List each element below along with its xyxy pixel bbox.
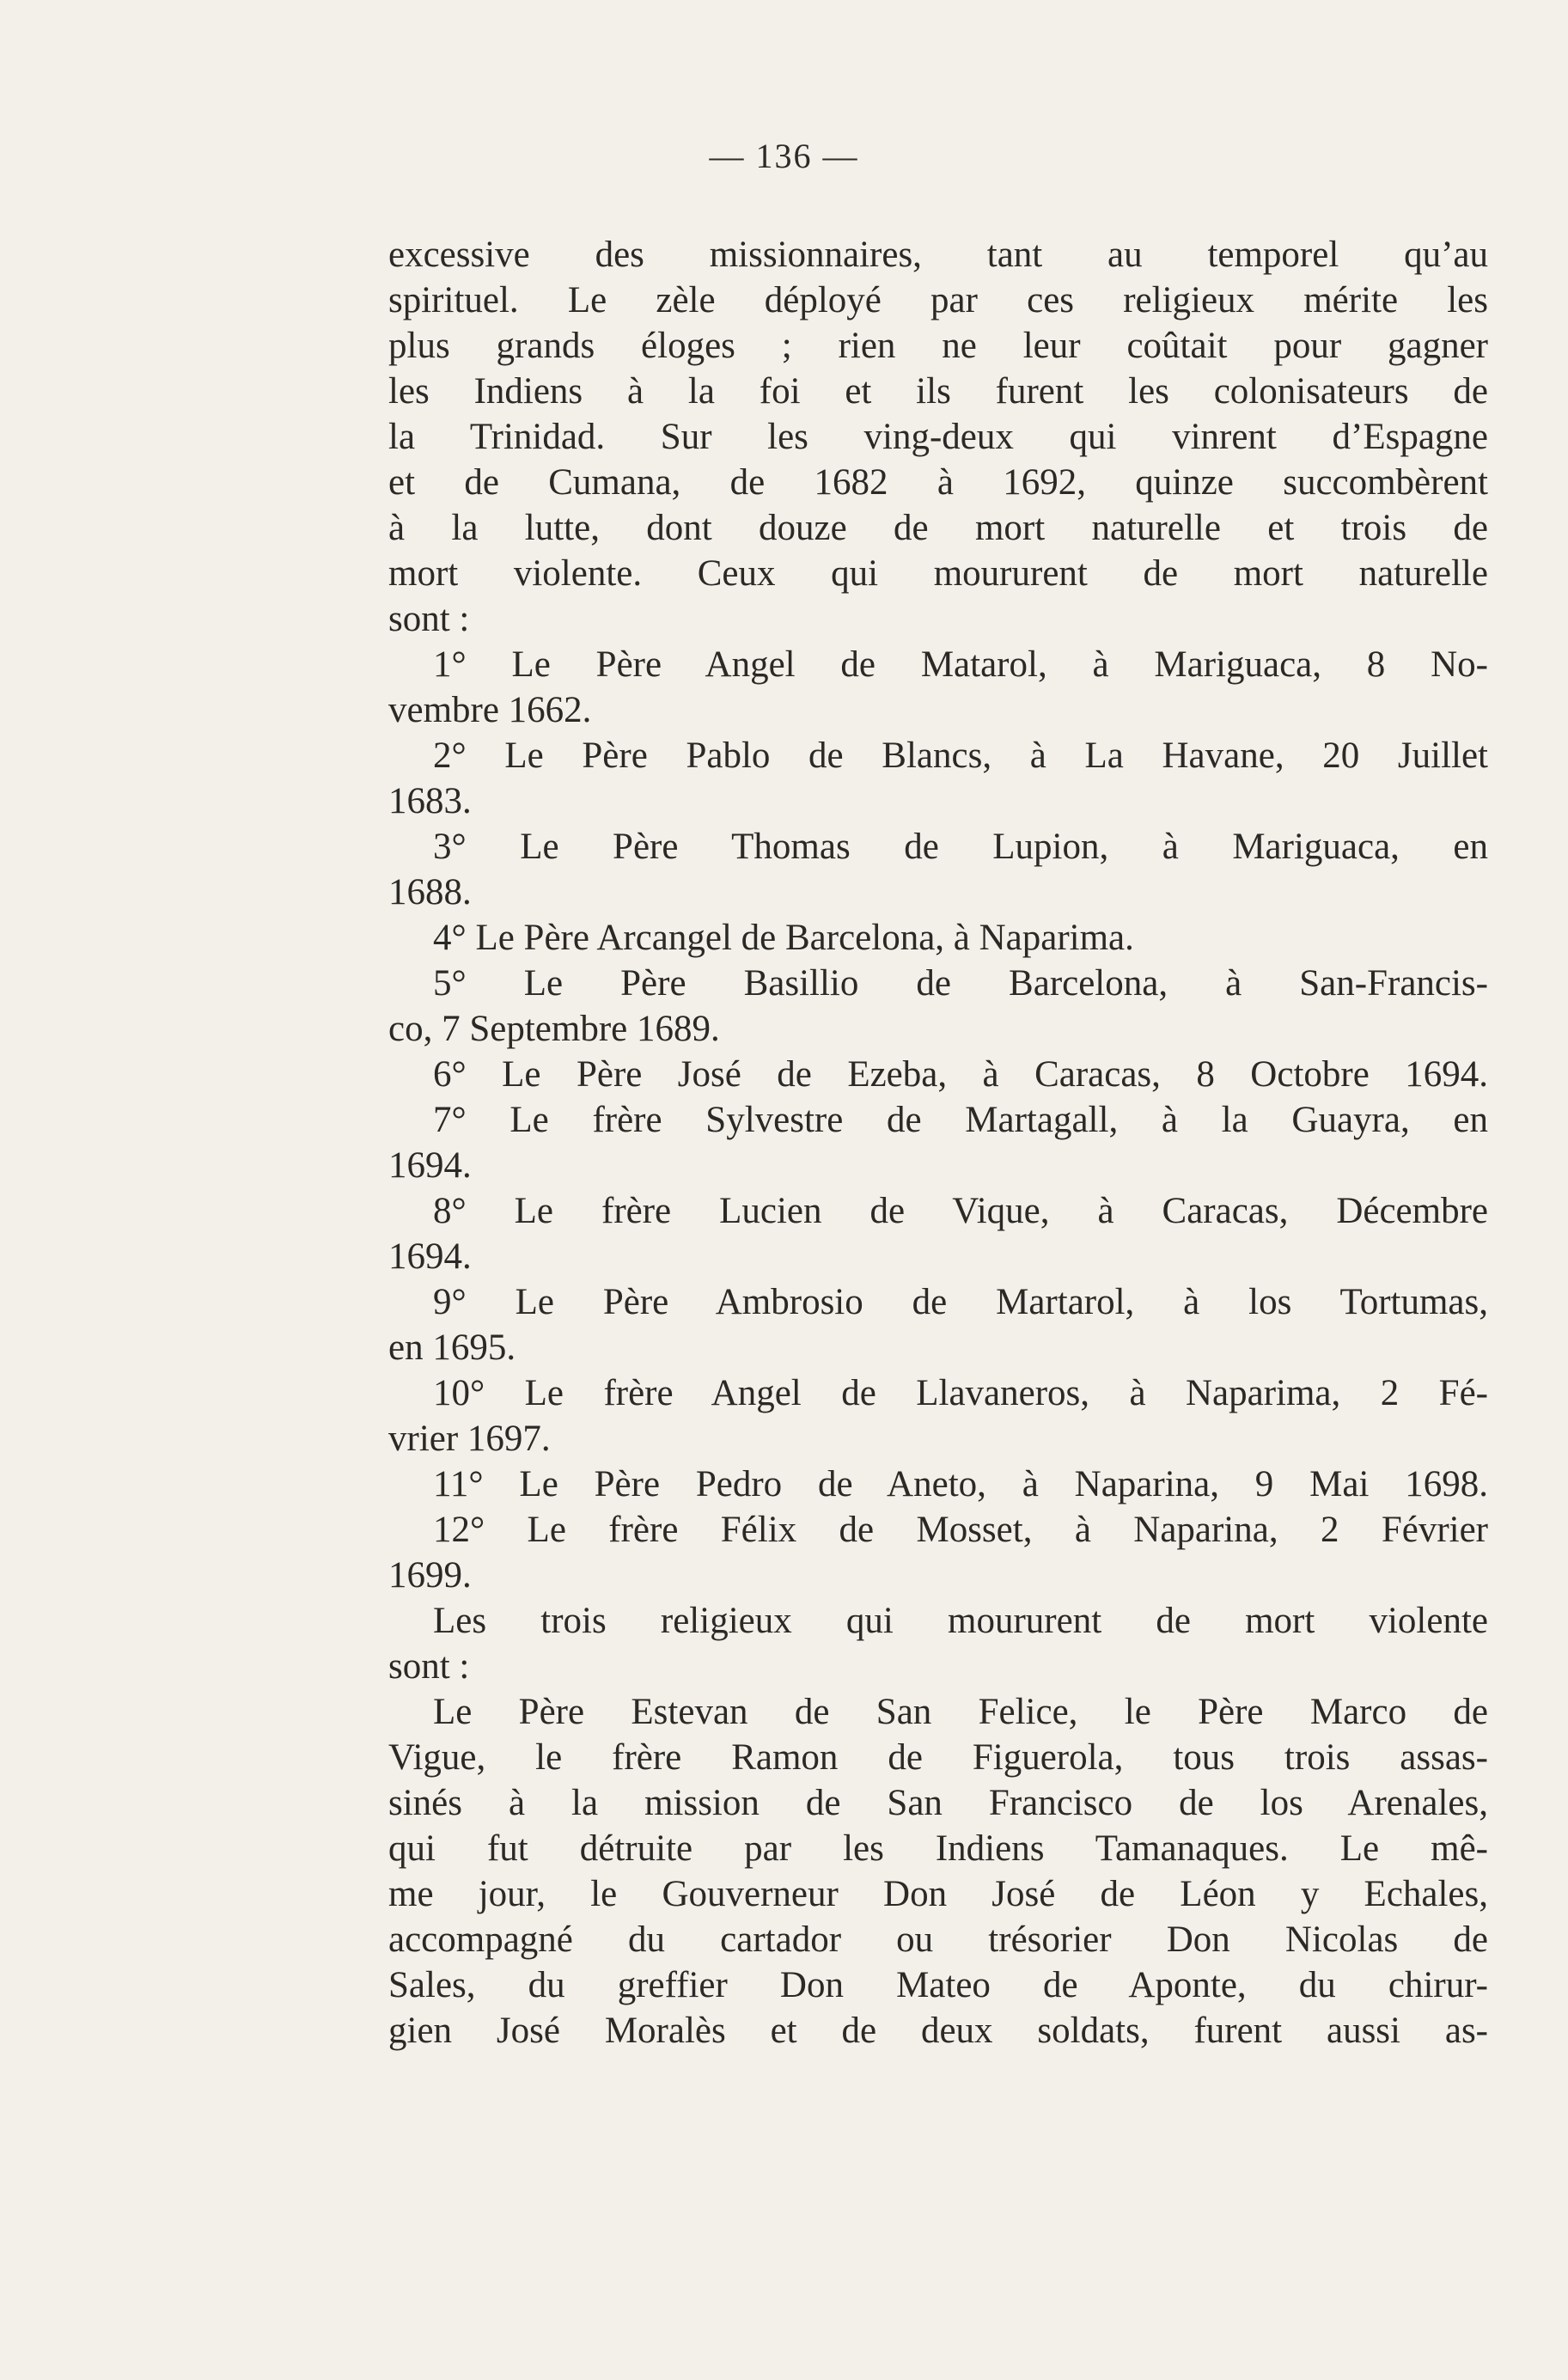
text-line: les Indiens à la foi et ils furent les colonisateurs de — [388, 371, 1488, 412]
text-line: 6° Le Père José de Ezeba, à Caracas, 8 Octobre 1694. — [433, 1054, 1488, 1095]
text-line: 12° Le frère Félix de Mosset, à Naparina, 2 Février — [433, 1510, 1488, 1550]
text-line: sont : — [388, 1646, 470, 1687]
text-line: Vigue, le frère Ramon de Figuerola, tous trois assas- — [388, 1737, 1488, 1778]
text-line: 8° Le frère Lucien de Vique, à Caracas, Décembre — [433, 1191, 1488, 1231]
text-line: 11° Le Père Pedro de Aneto, à Naparina, 9 Mai 1698. — [433, 1464, 1488, 1504]
text-line: vrier 1697. — [388, 1419, 551, 1459]
text-line: 9° Le Père Ambrosio de Martarol, à los Tortumas, — [433, 1282, 1488, 1322]
text-line: 1° Le Père Angel de Matarol, à Mariguaca, 8 No- — [433, 644, 1488, 685]
text-line: à la lutte, dont douze de mort naturelle et trois de — [388, 508, 1488, 548]
text-line: 1694. — [388, 1145, 472, 1186]
text-line: 10° Le frère Angel de Llavaneros, à Naparima, 2 Fé- — [433, 1373, 1488, 1413]
text-line: spirituel. Le zèle déployé par ces religieux mérite les — [388, 280, 1488, 320]
page-number: — 136 — — [709, 137, 859, 175]
text-line: 2° Le Père Pablo de Blancs, à La Havane, 20 Juillet — [433, 735, 1488, 776]
text-line: Le Père Estevan de San Felice, le Père Marco de — [433, 1692, 1488, 1732]
text-line: excessive des missionnaires, tant au temporel qu’au — [388, 235, 1488, 275]
text-line: en 1695. — [388, 1327, 516, 1368]
text-line: Sales, du greffier Don Mateo de Aponte, du chirur- — [388, 1965, 1488, 2005]
text-line: 3° Le Père Thomas de Lupion, à Mariguaca, en — [433, 827, 1488, 867]
text-line: co, 7 Septembre 1689. — [388, 1009, 720, 1049]
text-line: et de Cumana, de 1682 à 1692, quinze succombèrent — [388, 462, 1488, 503]
text-line: 1699. — [388, 1555, 472, 1596]
text-line: vembre 1662. — [388, 690, 592, 730]
text-line: plus grands éloges ; rien ne leur coûtait pour gagner — [388, 326, 1488, 366]
body-text — [388, 232, 1488, 2054]
text-line: 1683. — [388, 781, 472, 821]
text-line: 4° Le Père Arcangel de Barcelona, à Naparima. — [433, 918, 1134, 958]
text-line: 1694. — [388, 1236, 472, 1277]
text-line: Les trois religieux qui moururent de mort violente — [433, 1601, 1488, 1641]
text-line: mort violente. Ceux qui moururent de mort naturelle — [388, 553, 1488, 594]
text-line: 1688. — [388, 872, 472, 912]
text-line: sinés à la mission de San Francisco de los Arenales, — [388, 1783, 1488, 1823]
text-line: me jour, le Gouverneur Don José de Léon y Echales, — [388, 1874, 1488, 1914]
text-line: qui fut détruite par les Indiens Tamanaques. Le mê- — [388, 1828, 1488, 1869]
text-line: 5° Le Père Basillio de Barcelona, à San-Francis- — [433, 963, 1488, 1004]
text-line: 7° Le frère Sylvestre de Martagall, à la Guayra, en — [433, 1100, 1488, 1140]
text-line: sont : — [388, 599, 470, 639]
text-line: la Trinidad. Sur les ving-deux qui vinrent d’Espagne — [388, 417, 1488, 457]
text-line: gien José Moralès et de deux soldats, furent aussi as- — [388, 2011, 1488, 2051]
text-line: accompagné du cartador ou trésorier Don Nicolas de — [388, 1919, 1488, 1960]
